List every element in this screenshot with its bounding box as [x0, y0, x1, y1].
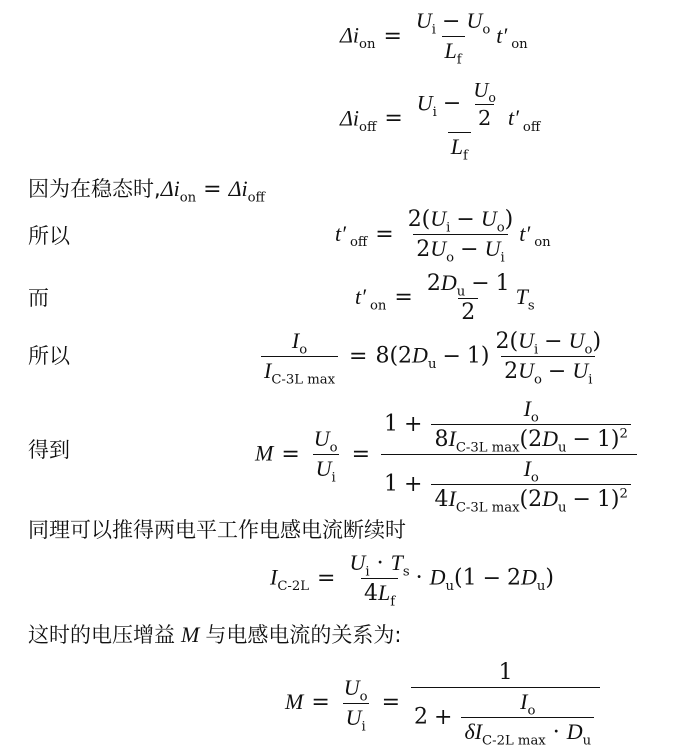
- equation-gain-ccm: M = $\frac{U_o}{U_i}$ = 1 + $\frac{I_o}{8I_{C-3L max}(2D_u - 1)^2}$ 1 + $\frac{I_o}{4I_{C-3L max}(2D_u - 1)^2}$: [255, 398, 640, 511]
- gain-relation-line: 这时的电压增益 M 与电感电流的关系为:: [28, 622, 402, 647]
- label-suoyi-1: 所以: [28, 224, 70, 248]
- gain-relation-tail: 与电感电流的关系为:: [205, 623, 402, 647]
- gain-relation-text: 这时的电压增益: [28, 623, 175, 647]
- equation-delta-i-on: $\Delta i_{on}$ = $\frac{U_i - U_o}{L_f}$ t′ $_{on}$: [340, 8, 528, 68]
- equation-gain-dcm: M = $\frac{U_o}{U_i}$ = 1 2 + $\frac{I_o}{\delta I_{C-2L max} \cdot D_u}$: [285, 662, 603, 744]
- similarly-text: 同理可以推得两电平工作电感电流断续时: [28, 518, 406, 542]
- label-er: 而: [28, 286, 49, 310]
- equation-t-off: t′ $_{off}$ = $\frac{2(U_i - U_o)}{2U_o - U_i}$ t′ $_{on}$: [335, 206, 551, 266]
- equation-t-on: t′ $_{on}$ = $\frac{2D_u - 1}{2}$ $T_s$: [355, 270, 535, 325]
- equation-ic-2l: $I_{C-2L}$ = $\frac{U_i \cdot T_s}{4L_f}$ · $D_u(1 - 2D_u)$: [270, 550, 554, 610]
- label-dedao: 得到: [28, 438, 70, 462]
- label-suoyi-2: 所以: [28, 344, 70, 368]
- equation-delta-i-off: $\Delta i_{off}$ = $U_i$ − $\frac{U_o}{2}$ $L_f$ t′ $_{off}$: [340, 78, 541, 164]
- steady-state-line: 因为在稳态时$,\Delta i_{on} = \Delta i_{off}$: [28, 176, 265, 206]
- steady-state-text: 因为在稳态时,: [28, 177, 161, 201]
- equation-io-ratio: $\frac{I_o}{I_{C-3L max}}$ = $8(2D_u - 1)$ $\frac{2(U_i - U_o)}{2U_o - U_i}$: [258, 330, 607, 383]
